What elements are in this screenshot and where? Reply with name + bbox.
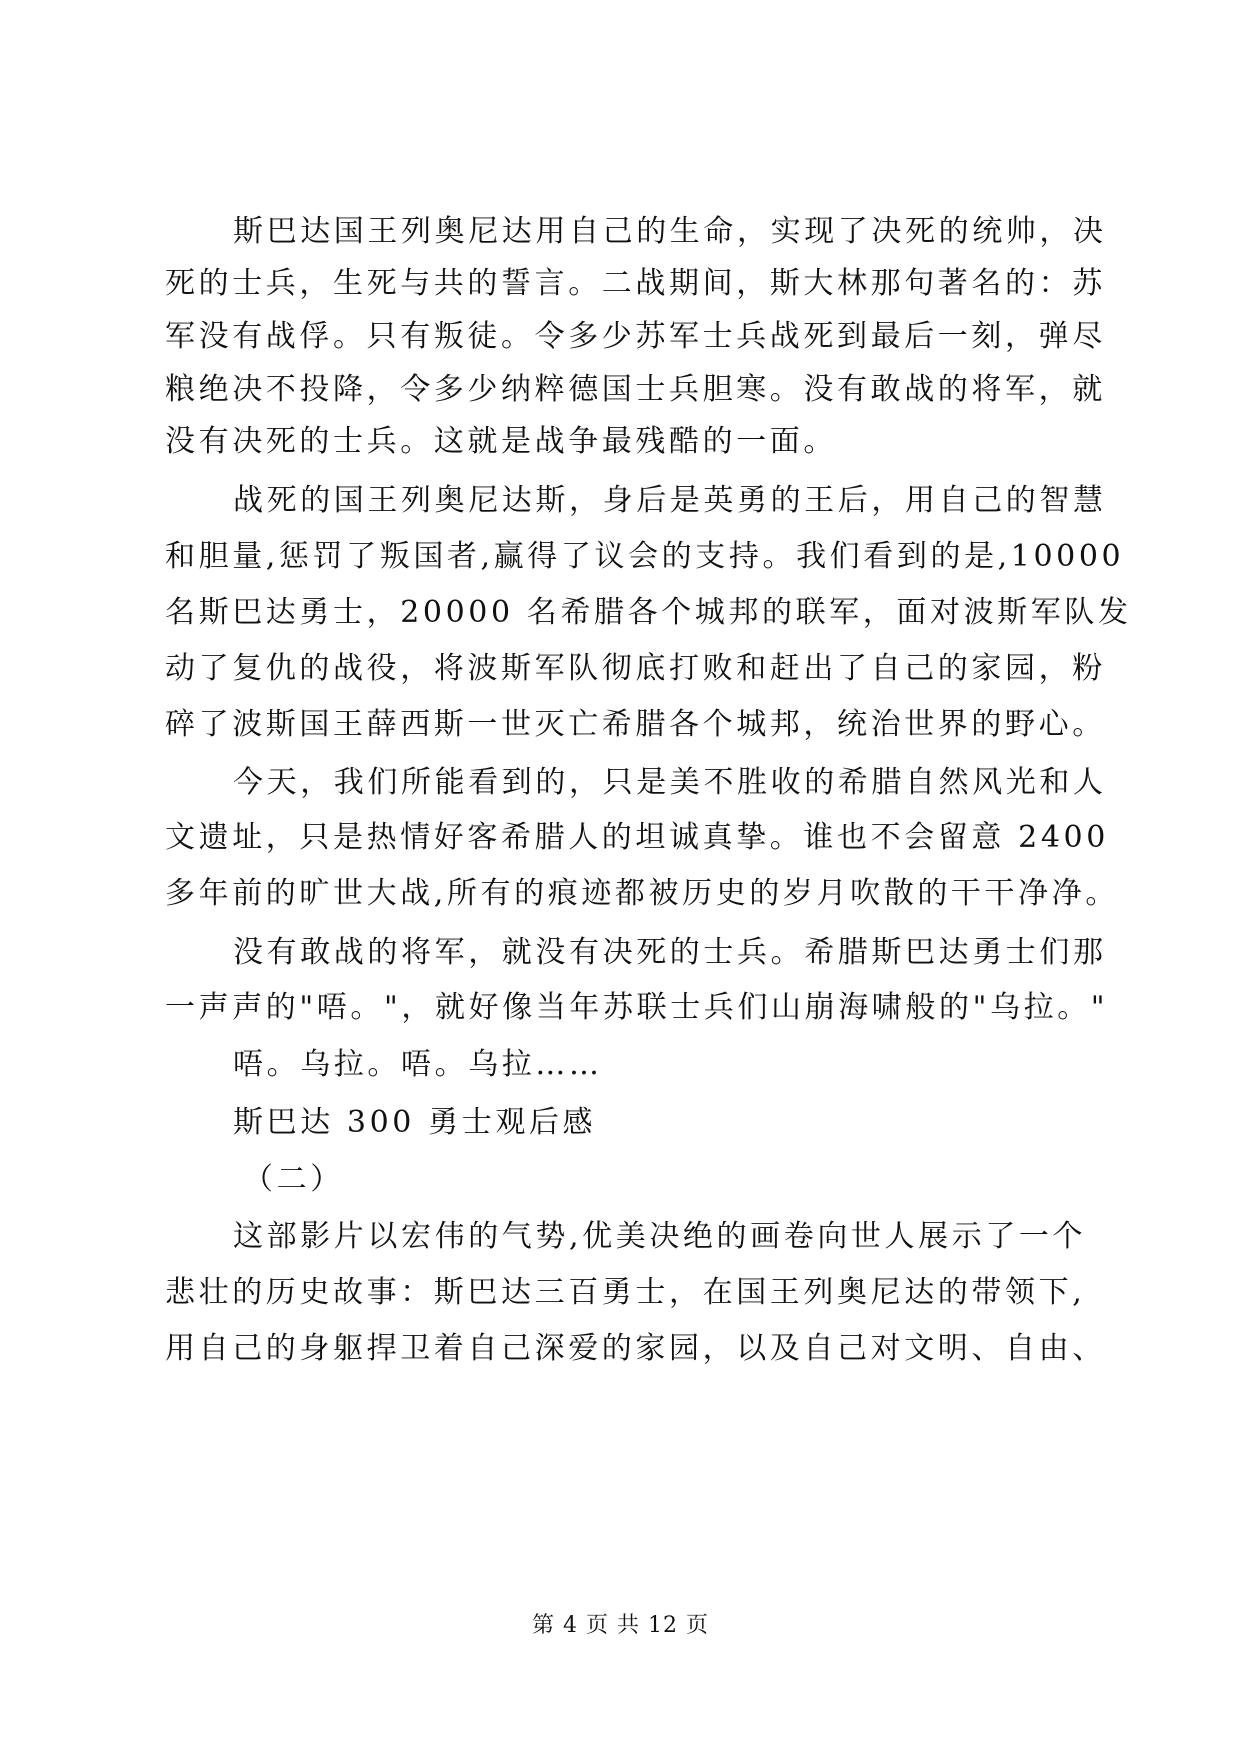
paragraph-line: 和胆量,惩罚了叛国者,赢得了议会的支持。我们看到的是,10000 (165, 539, 1125, 574)
paragraph-line: 唔。乌拉。唔。乌拉…… (233, 1047, 603, 1082)
paragraph-line: 动了复仇的战役，将波斯军队彻底打败和赶出了自己的家园，粉 (165, 651, 1106, 686)
paragraph-line: 文遗址，只是热情好客希腊人的坦诚真挚。谁也不会留意 2400 (165, 820, 1109, 855)
paragraph-line: 碎了波斯国王薛西斯一世灭亡希腊各个城邦，统治世界的野心。 (165, 707, 1106, 742)
paragraph-line: 军没有战俘。只有叛徒。令多少苏军士兵战死到最后一刻，弹尽 (165, 319, 1106, 354)
paragraph-line: 这部影片以宏伟的气势,优美决绝的画卷向世人展示了一个 (233, 1219, 1087, 1254)
page-number-footer: 第 4 页 共 12 页 (532, 1613, 709, 1638)
section-subtitle: （二） (243, 1162, 344, 1197)
paragraph-line: 一声声的"唔。"，就好像当年苏联士兵们山崩海啸般的"乌拉。" (165, 990, 1109, 1025)
section-title: 斯巴达 300 勇士观后感 (233, 1105, 597, 1140)
paragraph-line: 斯巴达国王列奥尼达用自己的生命，实现了决死的统帅，决 (233, 214, 1107, 249)
paragraph-line: 今天，我们所能看到的，只是美不胜收的希腊自然风光和人 (233, 765, 1107, 800)
paragraph-line: 多年前的旷世大战,所有的痕迹都被历史的岁月吹散的干干净净。 (165, 876, 1119, 911)
paragraph-line: 没有决死的士兵。这就是战争最残酷的一面。 (165, 424, 837, 459)
paragraph-line: 悲壮的历史故事：斯巴达三百勇士，在国王列奥尼达的带领下, (165, 1275, 1086, 1310)
paragraph-line: 用自己的身躯捍卫着自己深爱的家园，以及自己对文明、自由、 (165, 1331, 1106, 1366)
paragraph-line: 死的士兵，生死与共的誓言。二战期间，斯大林那句著名的：苏 (165, 266, 1106, 301)
paragraph-line: 粮绝决不投降，令多少纳粹德国士兵胆寒。没有敢战的将军，就 (165, 372, 1106, 407)
paragraph-line: 没有敢战的将军，就没有决死的士兵。希腊斯巴达勇士们那 (233, 935, 1107, 970)
paragraph-line: 战死的国王列奥尼达斯，身后是英勇的王后，用自己的智慧 (233, 483, 1107, 518)
paragraph-line: 名斯巴达勇士，20000 名希腊各个城邦的联军，面对波斯军队发 (165, 595, 1132, 630)
